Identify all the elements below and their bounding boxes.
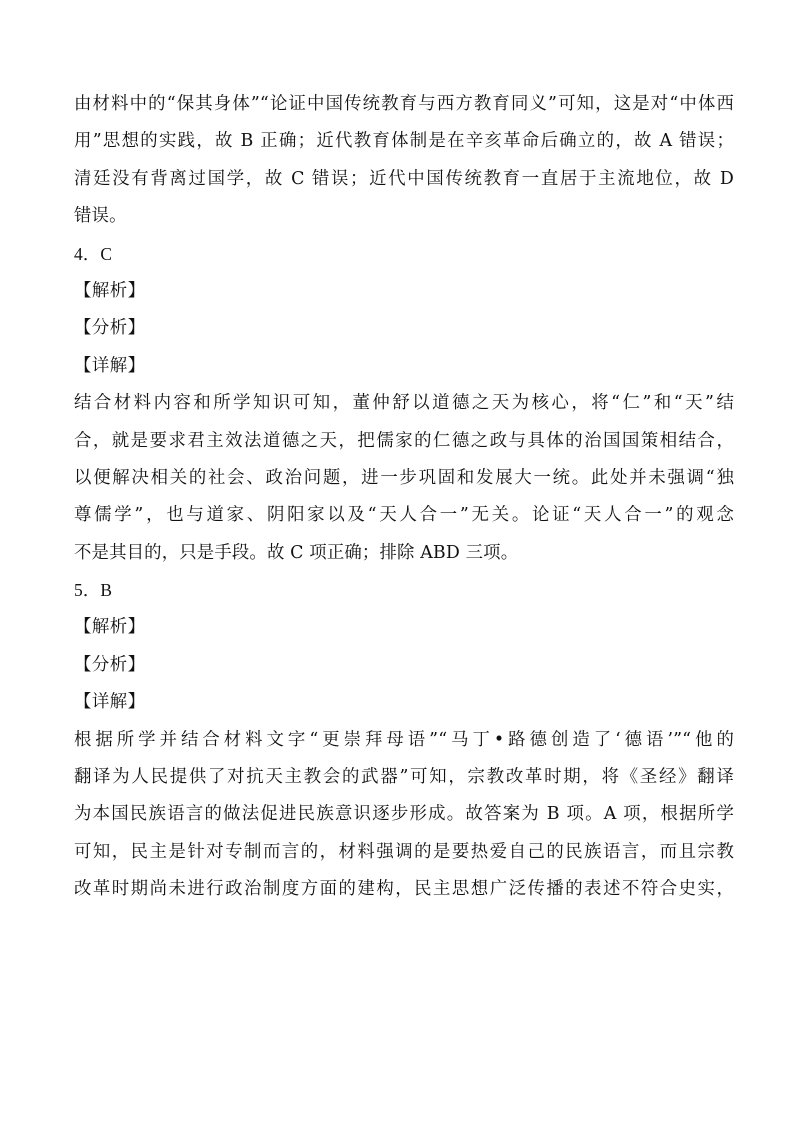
paragraph-line: 结合材料内容和所学知识可知，董仲舒以道德之天为核心，将“仁”和“天”结 <box>74 393 734 414</box>
paragraph-line: 翻译为人民提供了对抗天主教会的武器”可知，宗教改革时期，将《圣经》翻译 <box>74 767 734 788</box>
paragraph-line: 改革时期尚未进行政治制度方面的建构，民主思想广泛传播的表述不符合史实， <box>74 879 734 900</box>
section-label: 【解析】 <box>74 617 146 638</box>
section-label: 【分析】 <box>74 654 146 675</box>
paragraph-line: 清廷没有背离过国学，故 C 错误；近代中国传统教育一直居于主流地位，故 D <box>74 168 734 189</box>
paragraph-line: 为本国民族语言的做法促进民族意识逐步形成。故答案为 B 项。A 项，根据所学 <box>74 804 734 825</box>
question-number: 4．C <box>74 243 113 264</box>
paragraph-line: 用”思想的实践，故 B 正确；近代教育体制是在辛亥革命后确立的，故 A 错误； <box>74 131 734 152</box>
paragraph-line: 由材料中的“保其身体”“论证中国传统教育与西方教育同义”可知，这是对“中体西 <box>74 94 734 114</box>
paragraph-line: 根据所学并结合材料文字“更崇拜母语”“马丁•路德创造了‘德语’”“他的 <box>74 729 734 750</box>
paragraph-line: 合，就是要求君主效法道德之天，把儒家的仁德之政与具体的治国国策相结合， <box>74 430 734 451</box>
answer-explanation-text <box>74 86 734 909</box>
section-label: 【详解】 <box>74 355 146 376</box>
section-label: 【详解】 <box>74 692 146 713</box>
paragraph-last-line: 错误。 <box>74 206 127 227</box>
paragraph-last-line: 不是其目的，只是手段。故 C 项正确；排除 ABD 三项。 <box>74 542 519 563</box>
question-number: 5．B <box>74 580 113 601</box>
paragraph-line: 尊儒学”，也与道家、阴阳家以及“天人合一”无关。论证“天人合一”的观念 <box>74 505 734 526</box>
section-label: 【解析】 <box>74 280 146 301</box>
paragraph-line: 以便解决相关的社会、政治问题，进一步巩固和发展大一统。此处并未强调“独 <box>74 467 734 488</box>
paragraph-line: 可知，民主是针对专制而言的，材料强调的是要热爱自己的民族语言，而且宗教 <box>74 841 734 862</box>
section-label: 【分析】 <box>74 318 146 339</box>
